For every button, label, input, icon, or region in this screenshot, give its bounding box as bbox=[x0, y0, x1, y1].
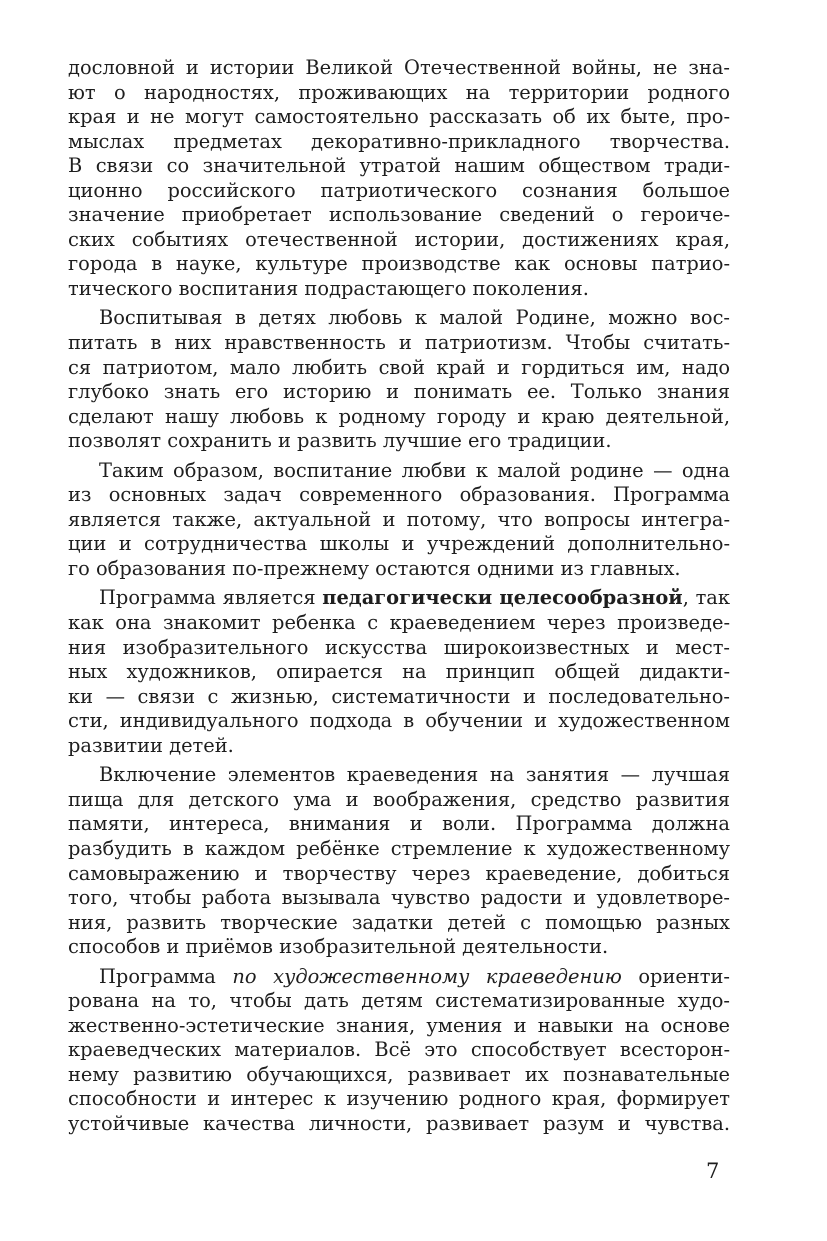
text-line: Таким образом, воспитание любви к малой родине — одна bbox=[99, 458, 730, 482]
text-line: позволят сохранить и развить лучшие его традиции. bbox=[68, 429, 612, 453]
paragraph-4 bbox=[68, 586, 730, 758]
text-line: ют о народностях, проживающих на территории родного bbox=[68, 80, 730, 104]
text-line: пища для детского ума и воображения, средство развития bbox=[68, 787, 730, 811]
text-line: из основных задач современного образования. Программа bbox=[68, 483, 730, 507]
text-line: памяти, интереса, внимания и воли. Программа должна bbox=[68, 812, 730, 836]
text-line: того, чтобы работа вызывала чувство радости и удовлетворе- bbox=[68, 886, 730, 910]
text-run: ориенти- bbox=[621, 964, 730, 988]
text-run: Программа является bbox=[99, 586, 323, 610]
text-line: устойчивые качества личности, развивает разум и чувства. bbox=[68, 1111, 730, 1135]
text-line: В связи со значительной утратой нашим обществом тради- bbox=[68, 154, 730, 178]
text-line bbox=[68, 586, 730, 611]
text-line: ния изобразительного искусства широкоизвестных и мест- bbox=[68, 635, 730, 659]
text-line: рована на то, чтобы дать детям систематизированные худо- bbox=[68, 989, 730, 1013]
text-line: сти, индивидуального подхода в обучении и художественном bbox=[68, 709, 730, 733]
text-line: ся патриотом, мало любить свой край и гордиться им, надо bbox=[68, 355, 730, 379]
text-line: ния, развить творческие задатки детей с помощью разных bbox=[68, 910, 730, 934]
text-line: жественно-эстетические знания, умения и навыки на основе bbox=[68, 1013, 730, 1037]
italic-emphasis: по художественному краеведению bbox=[232, 964, 622, 988]
text-line: питать в них нравственность и патриотизм. Чтобы считать- bbox=[68, 331, 730, 355]
page-number: 7 bbox=[706, 1159, 720, 1183]
text-line: нему развитию обучающихся, развивает их познавательные bbox=[68, 1062, 730, 1086]
text-run: , так bbox=[682, 586, 730, 610]
text-line: краеведческих материалов. Всё это способствует всесторон- bbox=[68, 1038, 730, 1062]
text-line: способности и интерес к изучению родного края, формирует bbox=[68, 1087, 730, 1111]
text-line: самовыражению и творчеству через краеведение, добиться bbox=[68, 861, 730, 885]
text-line bbox=[68, 965, 730, 990]
paragraph-1 bbox=[68, 56, 730, 301]
text-line: ных художников, опирается на принцип общей дидакти- bbox=[68, 660, 730, 684]
text-line: является также, актуальной и потому, что вопросы интегра- bbox=[68, 507, 730, 531]
text-line: сделают нашу любовь к родному городу и краю деятельной, bbox=[68, 404, 730, 428]
text-run: Программа bbox=[99, 964, 233, 988]
text-line: способов и приёмов изобразительной деятельности. bbox=[68, 935, 609, 959]
text-line: ки — связи с жизнью, систематичности и последовательно- bbox=[68, 684, 730, 708]
text-line: края и не могут самостоятельно рассказать об их быте, про- bbox=[68, 105, 730, 129]
text-line: дословной и истории Великой Отечественной войны, не зна- bbox=[68, 56, 730, 79]
bold-emphasis: педагогически целесообразной bbox=[322, 586, 683, 610]
text-line: мыслах предметах декоративно-прикладного творчества. bbox=[68, 129, 730, 153]
text-line: тического воспитания подрастающего поколения. bbox=[68, 276, 589, 300]
text-line: Воспитывая в детях любовь к малой Родине, можно вос- bbox=[99, 306, 730, 330]
text-line: го образования по-прежнему остаются одними из главных. bbox=[68, 556, 681, 580]
text-line: значение приобретает использование сведений о героиче- bbox=[68, 203, 730, 227]
text-line: как она знакомит ребенка с краеведением через произведе- bbox=[68, 611, 730, 635]
paragraph-5 bbox=[68, 763, 730, 959]
text-line: Включение элементов краеведения на занятия — лучшая bbox=[99, 763, 730, 787]
paragraph-2 bbox=[68, 306, 730, 453]
paragraph-3 bbox=[68, 459, 730, 582]
text-line: ских событиях отечественной истории, достижениях края, bbox=[68, 227, 730, 251]
text-line: города в науке, культуре производстве как основы патрио- bbox=[68, 252, 730, 276]
text-line: ционно российского патриотического сознания большое bbox=[68, 178, 730, 202]
paragraph-6 bbox=[68, 965, 730, 1137]
text-line: разбудить в каждом ребёнке стремление к художественному bbox=[68, 836, 730, 860]
text-line: глубоко знать его историю и понимать ее. Только знания bbox=[68, 380, 730, 404]
page-body bbox=[68, 56, 730, 1137]
text-line: ции и сотрудничества школы и учреждений дополнительно- bbox=[68, 532, 730, 556]
text-line: развитии детей. bbox=[68, 733, 234, 757]
